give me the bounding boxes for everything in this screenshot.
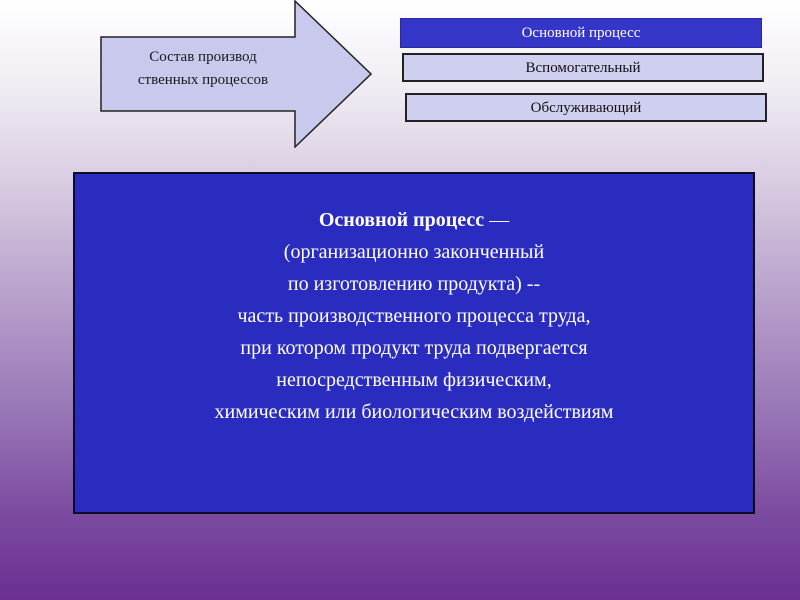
main-process-box: Основной процесс (400, 18, 762, 48)
definition-panel (73, 172, 755, 514)
service-process-box: Обслуживающий (405, 93, 767, 122)
definition-line-7: химическим или биологическим воздействиям (214, 401, 614, 423)
auxiliary-process-box: Вспомогательный (402, 53, 764, 82)
definition-line-2: (организационно законченный (283, 241, 545, 263)
definition-line-3: по изготовлению продукта) -- (287, 273, 541, 295)
definition-dash: — (484, 209, 510, 231)
definition-text (75, 204, 753, 428)
definition-term: Основной процесс (318, 209, 485, 231)
arrow-label-line-1: Состав производ (149, 49, 257, 65)
arrow-label-line-2: ственных процессов (137, 72, 269, 88)
definition-line-5: при котором продукт труда подвергается (240, 337, 588, 359)
arrow-label (108, 46, 298, 92)
definition-heading (75, 204, 753, 236)
composition-arrow (100, 0, 372, 148)
definition-line-6: непосредственным физическим, (276, 369, 552, 391)
definition-line-4: часть производственного процесса труда, (237, 305, 591, 327)
